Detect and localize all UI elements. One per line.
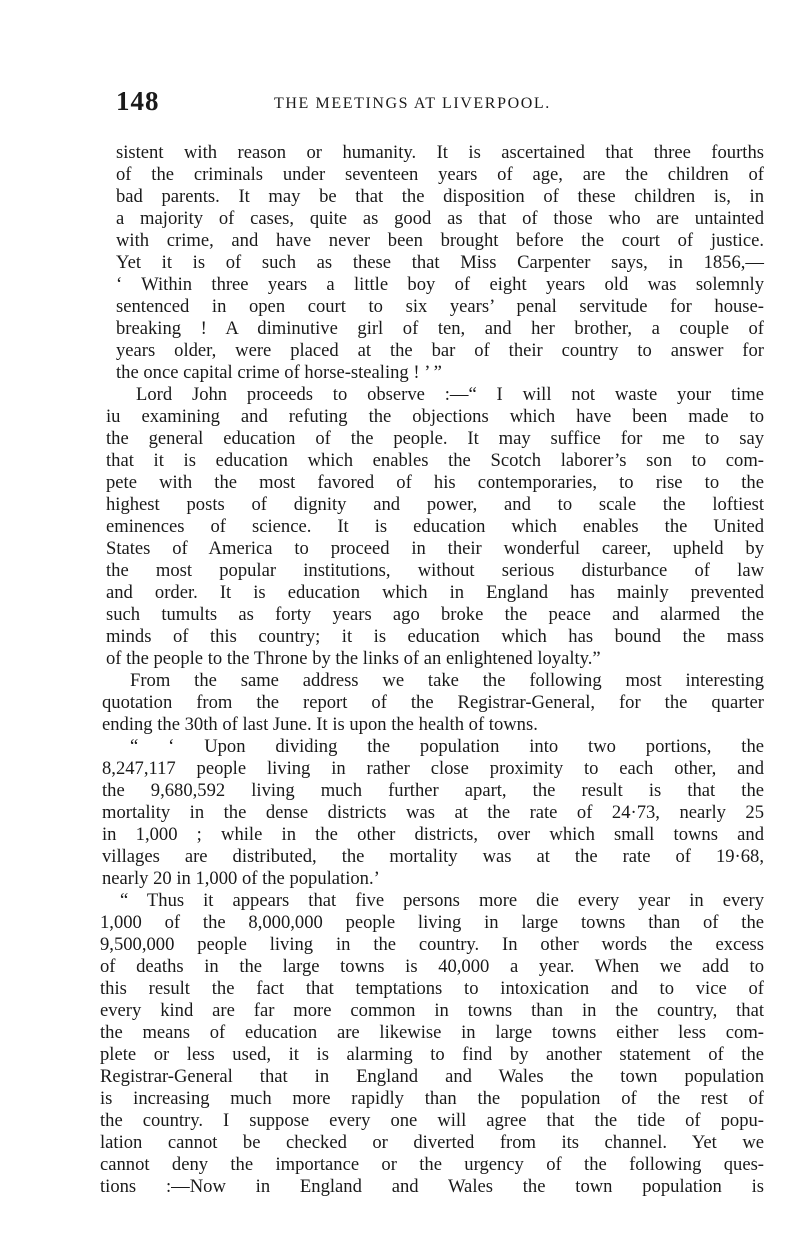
text-line: of the criminals under seventeen years of age, are the children of (116, 164, 764, 185)
text-line: pete with the most favored of his contemporaries, to rise to the (106, 472, 764, 493)
text-line: in 1,000 ; while in the other districts, over which small towns and (102, 824, 764, 845)
text-line: lation cannot be checked or diverted from its channel. Yet we (100, 1132, 764, 1153)
text-line: nearly 20 in 1,000 of the population.’ (102, 868, 380, 889)
text-line: years older, were placed at the bar of their country to answer for (116, 340, 764, 361)
text-line: iu examining and refuting the objections which have been made to (106, 406, 764, 427)
text-line: States of America to proceed in their wonderful career, upheld by (106, 538, 764, 559)
text-line: the once capital crime of horse-stealing ! ’ ” (116, 362, 442, 383)
text-line: and order. It is education which in England has mainly prevented (106, 582, 764, 603)
text-line: bad parents. It may be that the disposition of these children is, in (116, 186, 764, 207)
text-line: quotation from the report of the Registrar-General, for the quarter (102, 692, 764, 713)
text-line: breaking ! A diminutive girl of ten, and her brother, a couple of (116, 318, 764, 339)
text-line: “ Thus it appears that five persons more die every year in every (120, 890, 764, 911)
text-line: the most popular institutions, without serious disturbance of law (106, 560, 764, 581)
text-line: a majority of cases, quite as good as that of those who are untainted (116, 208, 764, 229)
text-line: sentenced in open court to six years’ penal servitude for house- (116, 296, 764, 317)
text-line: 8,247,117 people living in rather close proximity to each other, and (102, 758, 764, 779)
text-line: villages are distributed, the mortality was at the rate of 19·68, (102, 846, 764, 867)
text-line: ending the 30th of last June. It is upon the health of towns. (102, 714, 538, 735)
text-line: cannot deny the importance or the urgency of the following ques- (100, 1154, 764, 1175)
text-line: the general education of the people. It may suffice for me to say (106, 428, 764, 449)
text-line: “ ‘ Upon dividing the population into two portions, the (130, 736, 764, 757)
text-line: this result the fact that temptations to intoxication and to vice of (100, 978, 764, 999)
text-line: the means of education are likewise in large towns either less com- (100, 1022, 764, 1043)
text-line: sistent with reason or humanity. It is ascertained that three fourths (116, 142, 764, 163)
text-line: the 9,680,592 living much further apart, the result is that the (102, 780, 764, 801)
text-line: ‘ Within three years a little boy of eight years old was solemnly (116, 274, 764, 295)
text-line: of deaths in the large towns is 40,000 a year. When we add to (100, 956, 764, 977)
text-line: tions :—Now in England and Wales the town population is (100, 1176, 764, 1197)
text-line: From the same address we take the following most interesting (130, 670, 764, 691)
text-line: mortality in the dense districts was at the rate of 24·73, nearly 25 (102, 802, 764, 823)
running-head: THE MEETINGS AT LIVERPOOL. (274, 95, 551, 112)
page-header (116, 86, 766, 120)
text-line: every kind are far more common in towns than in the country, that (100, 1000, 764, 1021)
text-line: Yet it is of such as these that Miss Carpenter says, in 1856,— (116, 252, 764, 273)
body-text (102, 142, 770, 1198)
text-line: 9,500,000 people living in the country. In other words the excess (100, 934, 764, 955)
text-line: highest posts of dignity and power, and to scale the loftiest (106, 494, 764, 515)
text-line: Lord John proceeds to observe :—“ I will not waste your time (136, 384, 764, 405)
text-line: such tumults as forty years ago broke the peace and alarmed the (106, 604, 764, 625)
text-line: plete or less used, it is alarming to find by another statement of the (100, 1044, 764, 1065)
text-line: eminences of science. It is education which enables the United (106, 516, 764, 537)
page-number: 148 (116, 86, 160, 116)
text-line: is increasing much more rapidly than the population of the rest of (100, 1088, 764, 1109)
text-line: Registrar-General that in England and Wales the town population (100, 1066, 764, 1087)
text-line: that it is education which enables the Scotch laborer’s son to com- (106, 450, 764, 471)
text-line: minds of this country; it is education which has bound the mass (106, 626, 764, 647)
text-line: 1,000 of the 8,000,000 people living in large towns than of the (100, 912, 764, 933)
text-line: with crime, and have never been brought before the court of justice. (116, 230, 764, 251)
text-line: of the people to the Throne by the links of an enlightened loyalty.” (106, 648, 601, 669)
text-line: the country. I suppose every one will agree that the tide of popu- (100, 1110, 764, 1131)
